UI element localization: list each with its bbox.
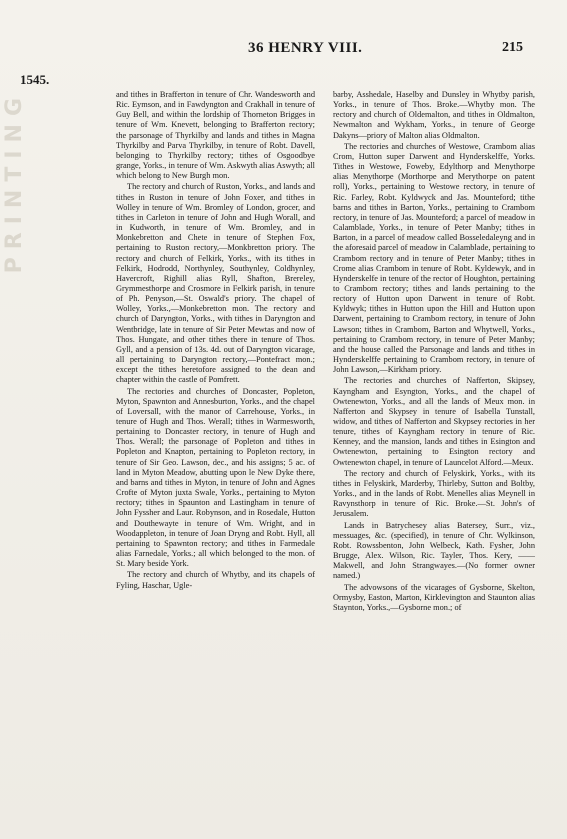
page-number: 215 (502, 40, 523, 55)
left-column-paragraph: The rectories and churches of Doncaster, Popleton, Myton, Spawnton and Annesburton, Yorks., and the chapel of Loversall, with the manor of Carrehouse, Yorks., in tenure of Hugh and Thos. Werall; tithes in Warmesworth, pertaining to Doncaster rectory, in tenure of Hugh and Thos. Werall; the parsonage of Popleton and tithes in Popleton and Knapton, pertaining to Popleton rectory, in tenure of Sir Geo. Lawson, dec., and his assigns; 5 ac. of land in Myton Meadow, abutting upon le New Dyke there, and barns and tithes in Myton, in tenure of John and Agnes Crofte of Myton juxta Swale, Yorks., pertaining to Myton rectory; tithes in Spaunton and Lastingham in tenure of John Fyssher and Laur. Robynson, and in Rosedale, Hutton and Douthewayte in tenure of Wm. Wright, and in Woodappleton, in tenure of Joan Dryng and Robt. Hyll, all pertaining to Spawnton rectory; and tithes in Farmedale alias Farnedale, Yorks.; all which belonged to the mon. of St. Mary beside York. (116, 386, 315, 569)
right-column-paragraph: barby, Asshedale, Haselby and Dunsley in Whytby parish, Yorks., in tenure of Thos. Broke.—Whytby mon. The rectory and church of Oldemalton, and tithes in Oldmalton, Newmalton and Wykham, Yorks., in tenure of George Dakyns—priory of Malton alias Oldmalton. (333, 90, 535, 140)
right-column-paragraph: The rectory and church of Felyskirk, Yorks., with its tithes in Felyskirk, Marderby, Thirleby, Sutton and Boltby, Yorks., and in the lands of Robt. Menelles alias Meynell in Ravynsthorp in tenure of Ric. Broke.—St. John's of Jerusalem. (333, 468, 535, 519)
right-column-paragraph: The rectories and churches of Nafferton, Skipsey, Kayngham and Esyngton, Yorks., and the chapel of Owtenewton, Yorks., and all the lands of Meux mon. in Nafferton and Skypsey in tenure of Isabella Tunstall, widow, and tithes of Nafferton and Skypsey rectories in her tenure, tithes of Kayngham rectory in tenure of Ric. Kenney, and the mansion, lands and tithes in Esington and Owtenewton, pertaining to Esington rectory and Owtenewton chapel, in tenure of Launcelot Alford.—Meux. (333, 376, 535, 467)
right-column (333, 90, 535, 613)
left-column (116, 90, 315, 591)
left-column-paragraph: The rectory and church of Whytby, and its chapels of Fyling, Haschar, Ugle- (116, 570, 315, 590)
running-title: 36 HENRY VIII. (248, 40, 363, 56)
side-watermark (2, 90, 32, 820)
watermark-text: PRINTING (2, 90, 27, 274)
right-column-paragraph: Lands in Batrychesey alias Batersey, Surr., viz., messuages, &c. (specified), in tenure of Chr. Wylkinson, Robt. Rowssbenton, John Welbeck, Kath. Fysher, John Brugge, Alex. Wilson, Ric. Tayler, Thos. Kery, —— Makwell, and John Strangwayes.—(No former owner named.) (333, 520, 535, 581)
year-marginal-heading: 1545. (20, 72, 50, 87)
page-header (0, 40, 567, 60)
left-column-paragraph: The rectory and church of Ruston, Yorks., and lands and tithes in Ruston in tenure of John Foxer, and tithes in Wolley in tenure of Wm. Bromley of London, grocer, and tithes in Carleton in tenure of John and Hugh Worall, and in Kudworth, in tenure of Wm. Bromley, and in Monkebretton and Chete in tenure of Stephen Fox, pertaining to Ruston rectory,—Monkbretton priory. The rectory and church of Felkirk, Yorks., with its tithes in Felkirk, Hodrodd, Northynley, Southynley, Coldhynley, Havercroft, Righill alias Ryll, Shafton, Brereley, Grymmesthorpe and Crosmore in Felkirk parish, in tenure of Ph. Penyson,—St. Oswald's priory. The chapel of Wolley, Yorks.,—Monkebretton mon. The rectory and church of Daryngton, Yorks., with tithes in Daryngton and Wentbridge, late in tenure of Sir Peter Mewtas and now of Thos. Hungate, and other tithes there in tenure of Thos. Gyll, and a pension of 13s. 4d. out of Daryngton vicarage, all pertaining to Daryngton rectory,—Pontefract mon.; except the tithes heretofore assigned to the dean and chapter within the castle of Pomfrett. (116, 182, 315, 385)
right-column-paragraph: The rectories and churches of Westowe, Crambom alias Crom, Hutton super Darwent and Hynderskelffe, Yorks. Tithes in Westowe, Foweby, Edylthorp and Menythorpe alias Menythorpe (Morthorpe and Merythorpe on patent roll), Yorks., pertaining to Westowe rectory, in tenure of Ric. Farley, Robt. Kyldwyck and Jas. Mounteford; tithe barns and tithes in Barton, Yorks., pertaining to Crambom rectory, in tenure of Jas. Mounteford; a parcel of meadow in Calamblade, Yorks., in tenure of Peter Manby; tithes in Barton, in a parcel of meadow called Bosseledaleyng and in the aforesaid parcel of meadow in Calamblade, pertaining to Crambom rectory and in tenure of Peter Manby; tithes in Crome alias Crambom in tenure of Robt. Kyldewyk, and in Hynderskelfe in tenure of the rector of Houghton, pertaining to Crambom rectory; tithes and lands pertaining to the rectory of Hutton upon Darwent in tenure of Robt. Kyldwyk; tithes in Hutton upon the Hill and Hutton upon Darwent, pertaining to Crambom rectory, in tenure of John Lawson; tithes in Crambom, Barton and Whytwell, Yorks., pertaining to Crambom rectory, in tenure of Peter Manby; and the house called the Parsonage and lands and tithes in Hynderskelffe pertaining to Crambom rectory, in tenure of John Lawson,—Kirkham priory. (333, 141, 535, 375)
right-column-paragraph: The advowsons of the vicarages of Gysborne, Skelton, Ormysby, Easton, Marton, Kirklevington and Staunton alias Staynton, Yorks.,—Gysborne mon.; of (333, 582, 535, 612)
left-column-paragraph: and tithes in Brafferton in tenure of Chr. Wandesworth and Ric. Eymson, and in Fawdyngton and Crakhall in tenure of Guy Bell, and within the lordship of Thorneton Brigges in tenure of Wm. Knevett, belonging to Brafferton rectory; the parsonage of Thyrkilby and lands and tithes in Magna Thyrkilby and Parva Thyrkilby, in tenure of Robt. Davell, belonging to Thyrkilby rectory; tithes of Osgoodbye grange, Yorks., in tenure of Wm. Askwyth alias Aswyth; all which belong to New Burgh mon. (116, 90, 315, 181)
